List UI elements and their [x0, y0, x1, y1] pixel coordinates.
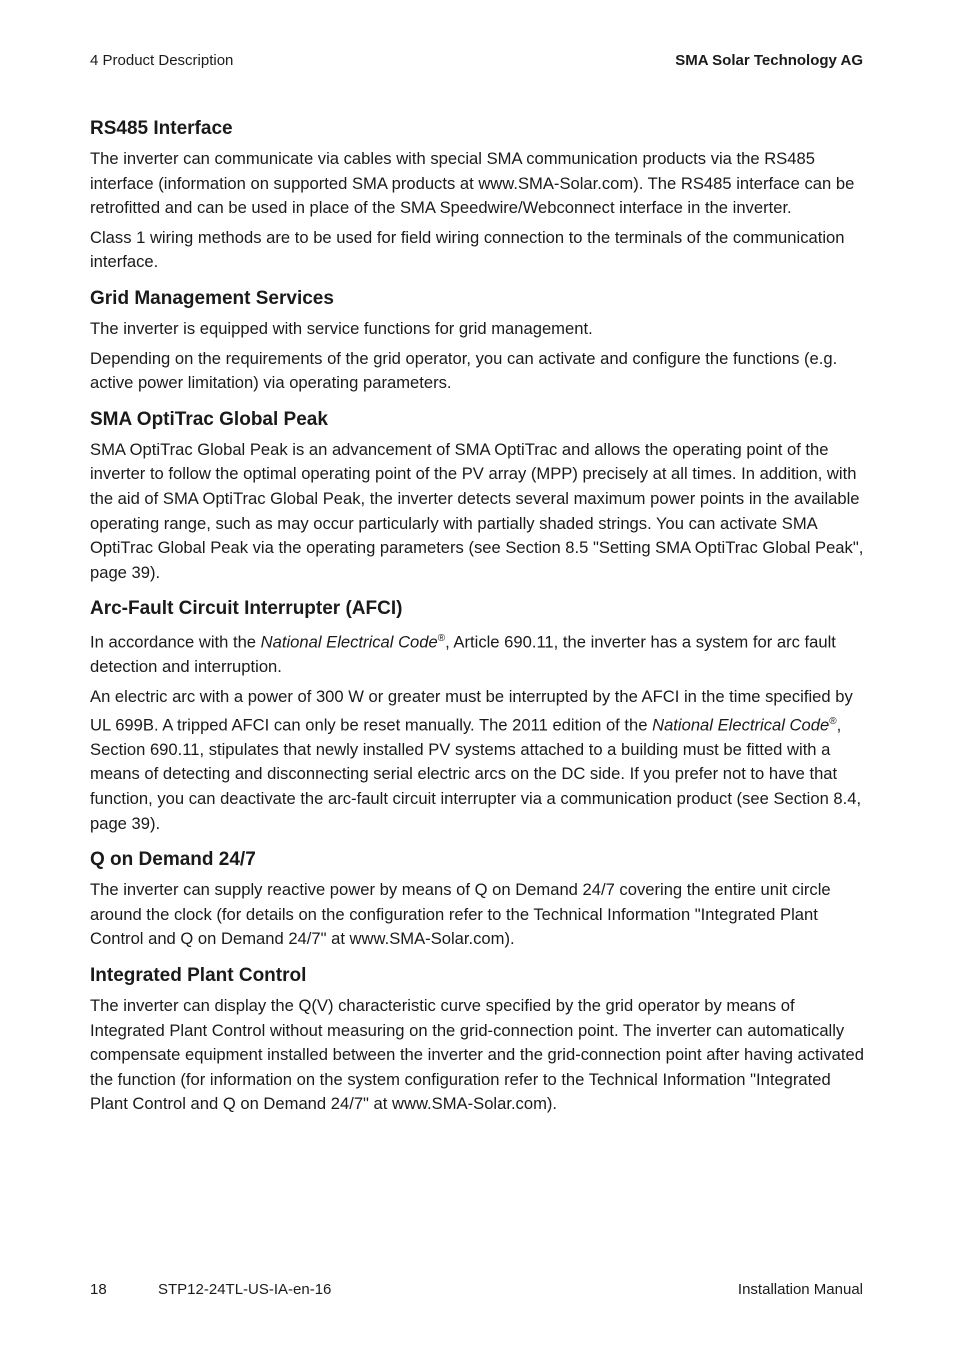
section-q-on-demand [90, 847, 866, 952]
section-optitrac [90, 407, 866, 586]
code-name: National Electrical Code [652, 715, 830, 735]
paragraph: The inverter is equipped with service functions for grid management. [90, 318, 593, 338]
section-title: Grid Management Services [90, 287, 334, 309]
section-title: Integrated Plant Control [90, 964, 307, 986]
section-integrated-plant-control [90, 963, 866, 1117]
document-body [90, 116, 866, 1128]
section-title: Arc-Fault Circuit Interrupter (AFCI) [90, 598, 403, 620]
paragraph: SMA OptiTrac Global Peak is an advancement of SMA OptiTrac and allows the operating point of the inverter to follow the optimal operating point of the PV array (MPP) precisely at all times. In addition, with the aid of SMA OptiTrac Global Peak, the inverter detects several maximum power points in the available operating range, such as may occur particularly with partially shaded strings. You can activate SMA OptiTrac Global Peak via the operating parameters (see Section 8.5 "Setting SMA OptiTrac Global Peak", page 39). [90, 439, 864, 582]
paragraph: Class 1 wiring methods are to be used for field wiring connection to the terminals of the communication interface. [90, 227, 845, 272]
text-run: , Section 690.11, stipulates that newly installed PV systems attached to a building must be fitted with a means of detecting and disconnecting serial electric arcs on the DC side. If you prefer not to have that function, you can deactivate the arc-fault circuit interrupter via a communication product (see Section 8.4, page 39). [90, 715, 862, 833]
section-title: SMA OptiTrac Global Peak [90, 408, 328, 430]
page-number: 18 [90, 1281, 107, 1298]
paragraph: The inverter can communicate via cables with special SMA communication products via the RS485 interface (information on supported SMA products at www.SMA-Solar.com). The RS485 interface can be retrofitted and can be used in place of the SMA Speedwire/Webconnect interface in the inverter. [90, 149, 855, 218]
text-run: An electric arc with a power of 300 W or greater must be interrupted by the AFCI in the time specified by UL 699B. A tripped AFCI can only be reset manually. The 2011 edition of the [90, 687, 853, 735]
text-run: In accordance with the [90, 632, 261, 652]
paragraph: The inverter can display the Q(V) characteristic curve specified by the grid operator by means of Integrated Plant Control without measuring on the grid-connection point. The inverter can automatically compensate equipment installed between the inverter and the grid-connection point after having activated the function (for information on the system configuration refer to the Technical Information "Integrated Plant Control and Q on Demand 24/7" at www.SMA-Solar.com). [90, 995, 864, 1114]
paragraph [90, 627, 866, 680]
manual-title: Installation Manual [737, 1281, 863, 1298]
paragraph: The inverter can supply reactive power by means of Q on Demand 24/7 covering the entire unit circle around the clock (for details on the configuration refer to the Technical Information "Integrated Plant Control and Q on Demand 24/7" at www.SMA-Solar.com). [90, 880, 831, 949]
section-title: Q on Demand 24/7 [90, 849, 256, 871]
code-name: National Electrical Code [260, 632, 438, 652]
registered-mark: ® [829, 715, 837, 727]
section-grid-management [90, 286, 866, 396]
registered-mark: ® [437, 633, 446, 645]
paragraph: Depending on the requirements of the grid operator, you can activate and configure the functions (e.g. active power limitation) via operating parameters. [90, 348, 838, 393]
paragraph [90, 685, 866, 836]
document-id: STP12-24TL-US-IA-en-16 [158, 1281, 332, 1298]
section-afci [90, 596, 866, 836]
section-rs485 [90, 116, 866, 275]
header-chapter: 4 Product Description [90, 52, 234, 69]
header-company: SMA Solar Technology AG [675, 52, 863, 69]
text-run: , Article 690.11, the inverter has a system for arc fault detection and interruption. [90, 632, 836, 677]
section-title: RS485 Interface [90, 118, 233, 139]
